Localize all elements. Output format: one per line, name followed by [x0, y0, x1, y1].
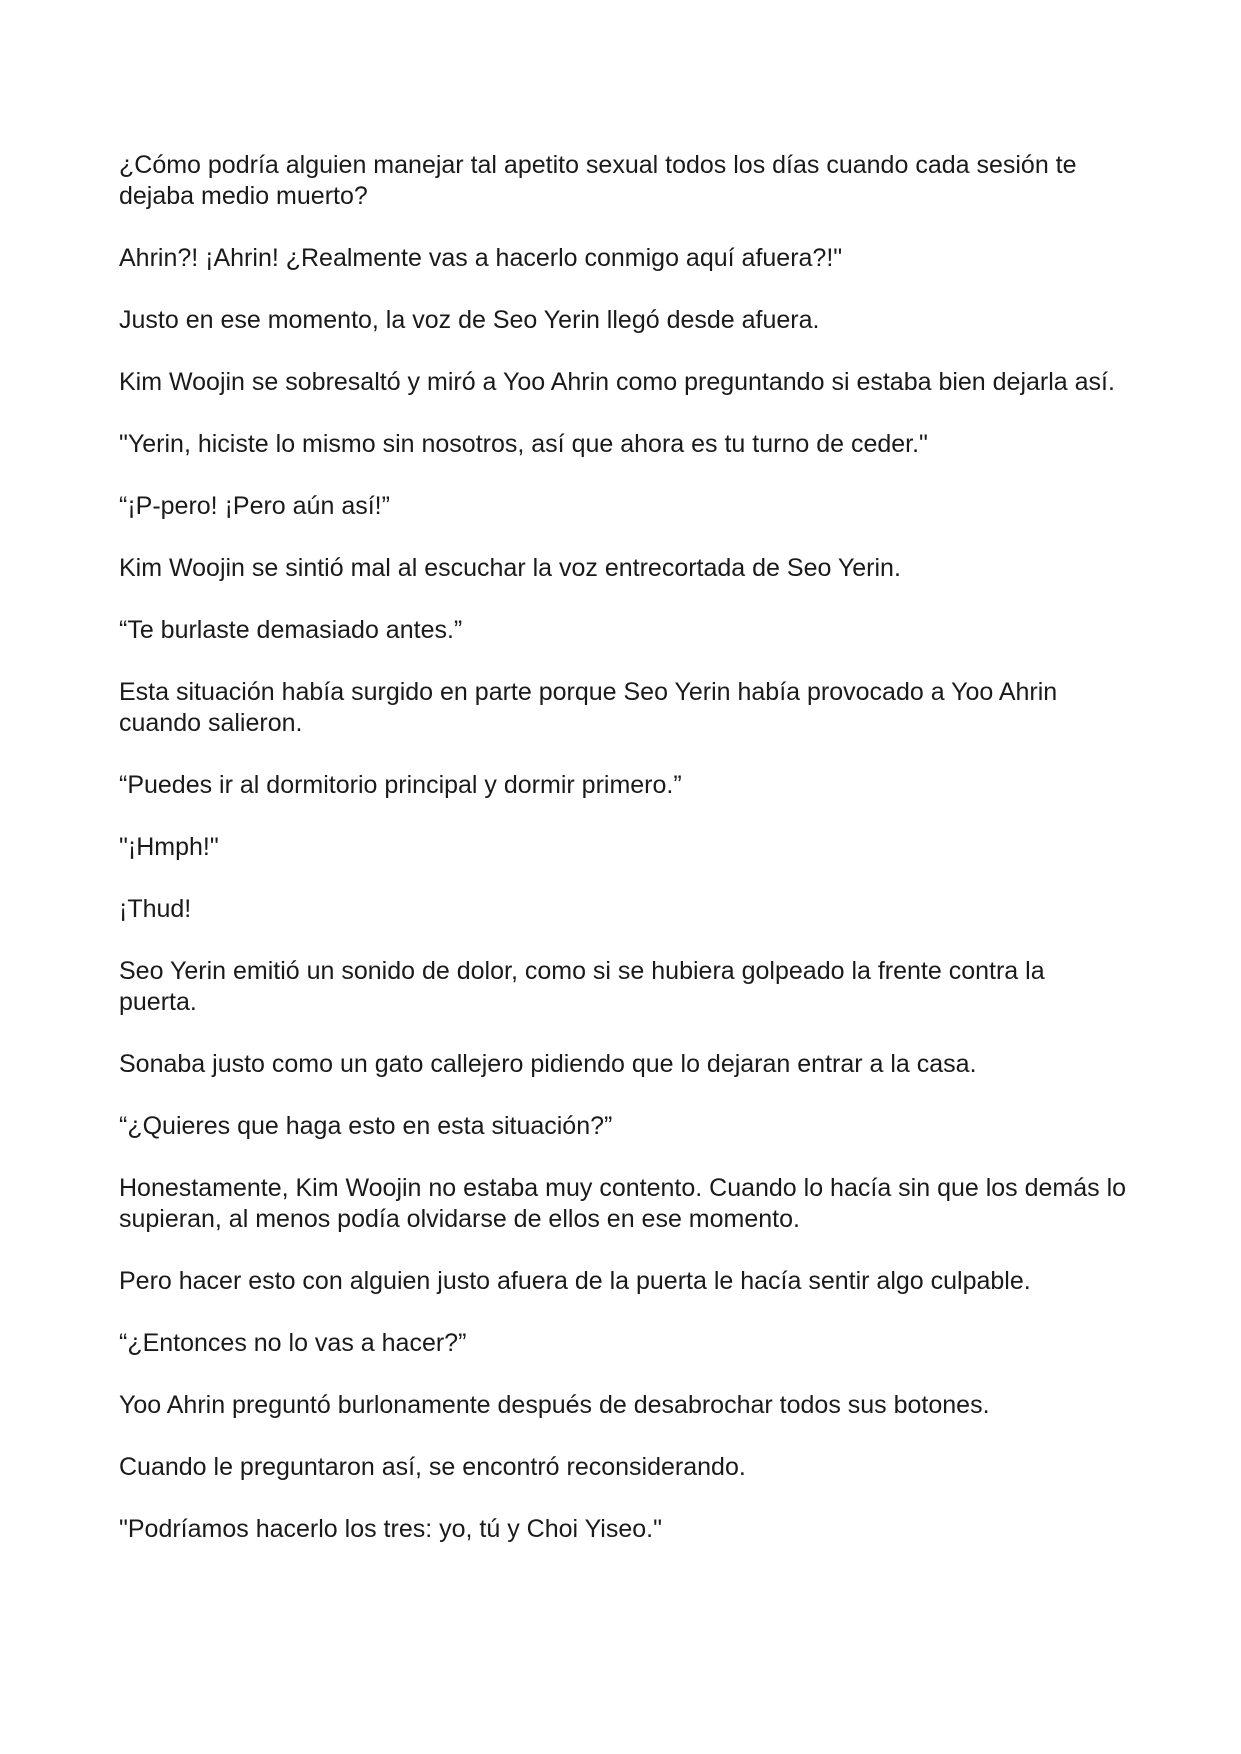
- paragraph: Yoo Ahrin preguntó burlonamente después de desabrochar todos sus botones.: [119, 1391, 990, 1419]
- paragraph: Ahrin?! ¡Ahrin! ¿Realmente vas a hacerlo conmigo aquí afuera?!": [119, 244, 843, 272]
- paragraph: “¡P-pero! ¡Pero aún así!”: [119, 492, 390, 520]
- paragraph: “¿Quieres que haga esto en esta situación?”: [119, 1112, 613, 1140]
- paragraph: “¿Entonces no lo vas a hacer?”: [119, 1329, 467, 1357]
- paragraph: Honestamente, Kim Woojin no estaba muy contento. Cuando lo hacía sin que los demás lo supieran, al menos podía olvidarse de ellos en ese momento.: [119, 1174, 1127, 1233]
- paragraph: “Puedes ir al dormitorio principal y dormir primero.”: [119, 771, 682, 799]
- paragraph: ¡Thud!: [119, 895, 192, 923]
- paragraph: "¡Hmph!": [119, 833, 219, 861]
- paragraph: ¿Cómo podría alguien manejar tal apetito sexual todos los días cuando cada sesión te dejaba medio muerto?: [119, 151, 1077, 210]
- paragraph: Sonaba justo como un gato callejero pidiendo que lo dejaran entrar a la casa.: [119, 1050, 977, 1078]
- paragraph: Kim Woojin se sintió mal al escuchar la voz entrecortada de Seo Yerin.: [119, 554, 901, 582]
- document-body: [119, 150, 1129, 1576]
- paragraph: Seo Yerin emitió un sonido de dolor, como si se hubiera golpeado la frente contra la puerta.: [119, 957, 1045, 1016]
- paragraph: Cuando le preguntaron así, se encontró reconsiderando.: [119, 1453, 746, 1481]
- paragraph: "Podríamos hacerlo los tres: yo, tú y Choi Yiseo.": [119, 1515, 662, 1543]
- paragraph: "Yerin, hiciste lo mismo sin nosotros, así que ahora es tu turno de ceder.": [119, 430, 928, 458]
- paragraph: Kim Woojin se sobresaltó y miró a Yoo Ahrin como preguntando si estaba bien dejarla así.: [119, 368, 1115, 396]
- paragraph: Justo en ese momento, la voz de Seo Yerin llegó desde afuera.: [119, 306, 820, 334]
- paragraph: Pero hacer esto con alguien justo afuera de la puerta le hacía sentir algo culpable.: [119, 1267, 1031, 1295]
- paragraph: Esta situación había surgido en parte porque Seo Yerin había provocado a Yoo Ahrin cuando salieron.: [119, 678, 1058, 737]
- paragraph: “Te burlaste demasiado antes.”: [119, 616, 463, 644]
